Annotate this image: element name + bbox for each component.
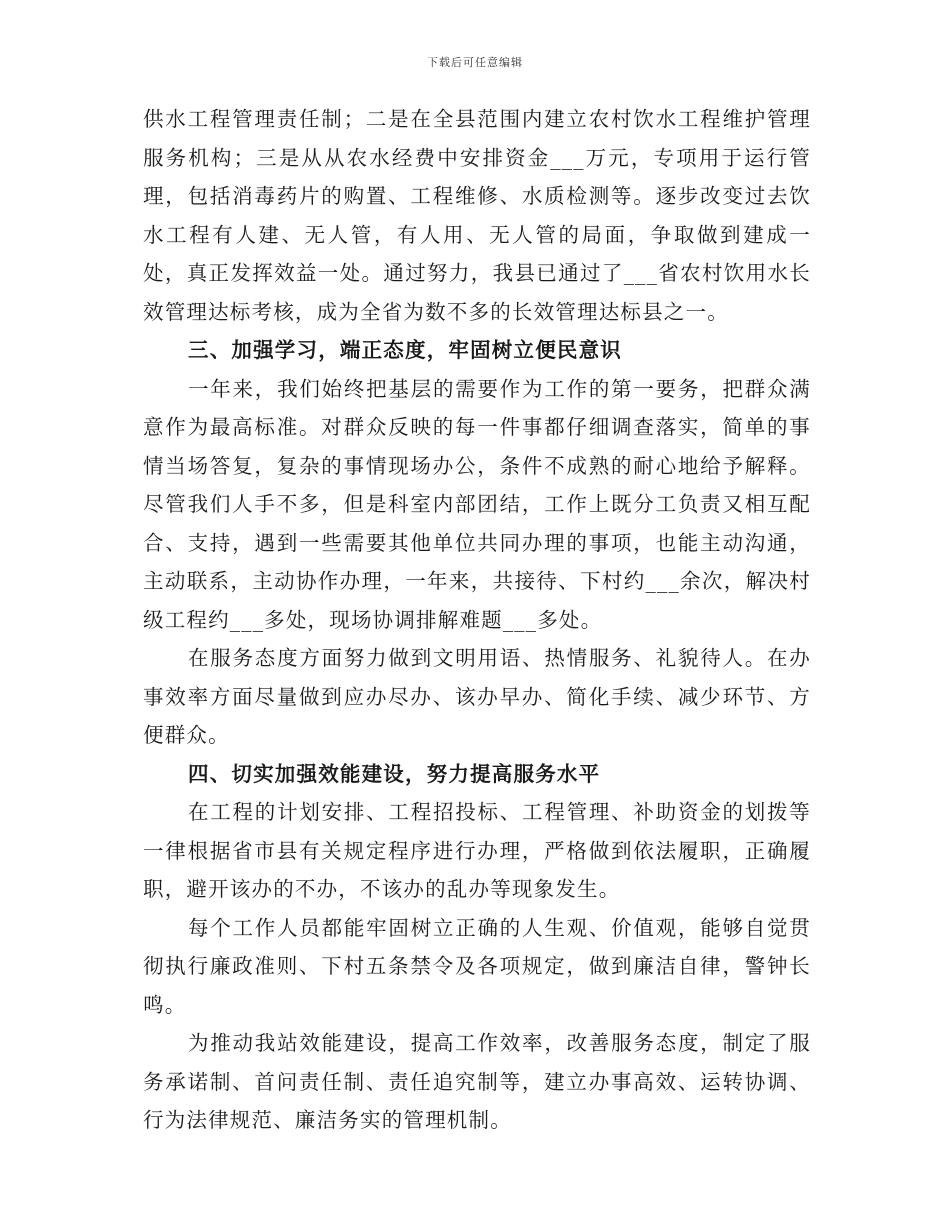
page-header-note: 下载后可任意编辑 (427, 56, 523, 69)
paragraph-water-supply-responsibility: 供水工程管理责任制；二是在全县范围内建立农村饮水工程维护管理服务机构；三是从从农水经费中安排资金___万元，专项用于运行管理，包括消毒药片的购置、工程维修、水质检测等。逐步改变过去饮水工程有人建、无人管，有人用、无人管的局面，争取做到建成一处，真正发挥效益一处。通过努力，我县已通过了___省农村饮用水长效管理达标考核，成为全省为数不多的长效管理达标县之一。 (143, 107, 811, 324)
paragraph-service-attitude: 在服务态度方面努力做到文明用语、热情服务、礼貌待人。在办事效率方面尽量做到应办尽办、该办早办、简化手续、减少环节、方便群众。 (143, 646, 811, 747)
paragraph-grassroots-service: 一年来，我们始终把基层的需要作为工作的第一要务，把群众满意作为最高标准。对群众反映的每一件事都仔细调查落实，简单的事情当场答复，复杂的事情现场办公，条件不成熟的耐心地给予解释。尽管我们人手不多，但是科室内部团结，工作上既分工负责又相互配合、支持，遇到一些需要其他单位共同办理的事项，也能主动沟通，主动联系，主动协作办理，一年来，共接待、下村约___余次，解决村级工程约___多处，现场协调排解难题___多处。 (143, 376, 811, 632)
paragraph-staff-integrity: 每个工作人员都能牢固树立正确的人生观、价值观，能够自觉贯彻执行廉政准则、下村五条禁令及各项规定，做到廉洁自律，警钟长鸣。 (143, 915, 811, 1017)
section-heading-four: 四、切实加强效能建设，努力提高服务水平 (188, 761, 601, 786)
document-body (143, 100, 811, 1140)
paragraph-efficiency-mechanisms: 为推动我站效能建设，提高工作效率，改善服务态度，制定了服务承诺制、首问责任制、责任追究制等，建立办事高效、运转协调、行为法律规范、廉洁务实的管理机制。 (143, 1031, 811, 1132)
paragraph-project-procedures: 在工程的计划安排、工程招投标、工程管理、补助资金的划拨等一律根据省市县有关规定程序进行办理，严格做到依法履职，正确履职，避开该办的不办，不该办的乱办等现象发生。 (143, 800, 811, 901)
section-heading-three: 三、加强学习，端正态度，牢固树立便民意识 (188, 338, 622, 362)
